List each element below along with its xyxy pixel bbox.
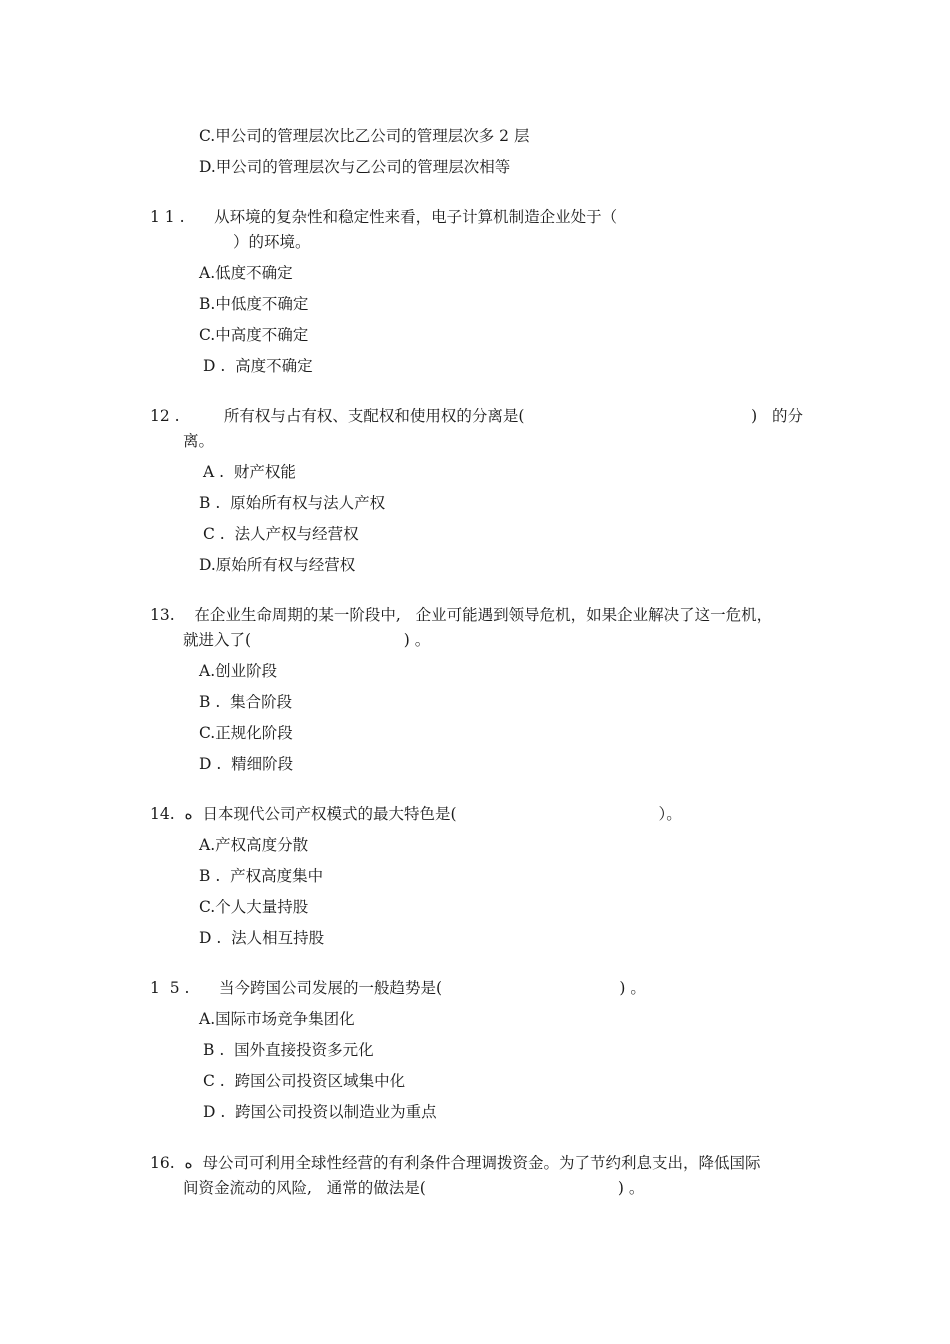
option-b-12: B . 原始所有权与法人产权 xyxy=(199,494,386,512)
option-c-11: C.中高度不确定 xyxy=(199,326,309,344)
question-16: 16. ه 母公司可利用全球性经营的有利条件合理调拨资金。为了节约利息支出，降低国际 xyxy=(150,1154,761,1172)
option-d-15: D . 跨国公司投资以制造业为重点 xyxy=(203,1103,437,1121)
option-a-14: A.产权高度分散 xyxy=(199,836,309,854)
option-d-10: D.甲公司的管理层次与乙公司的管理层次相等 xyxy=(199,158,511,176)
option-d-12: D.原始所有权与经营权 xyxy=(199,556,356,574)
option-b-13: B . 集合阶段 xyxy=(199,693,293,711)
question-15: 1 5 . 当今跨国公司发展的一般趋势是( ) 。 xyxy=(150,979,646,997)
option-a-15: A.国际市场竞争集团化 xyxy=(199,1010,355,1028)
option-a-11: A.低度不确定 xyxy=(199,264,293,282)
option-a-12: A . 财产权能 xyxy=(203,463,296,481)
option-c-12: C . 法人产权与经营权 xyxy=(203,525,359,543)
question-14: 14. ه 日本现代公司产权模式的最大特色是( ）。 xyxy=(150,805,682,823)
option-b-15: B . 国外直接投资多元化 xyxy=(203,1041,374,1059)
question-16-cont: 间资金流动的风险, 通常的做法是( ) 。 xyxy=(183,1179,645,1197)
question-11-cont: ）的环境。 xyxy=(233,233,311,251)
option-d-14: D . 法人相互持股 xyxy=(199,929,325,947)
option-c-14: C.个人大量持股 xyxy=(199,898,309,916)
question-12: 12 . 所有权与占有权、支配权和使用权的分离是( ) 的分 xyxy=(150,407,803,425)
question-12-cont: 离。 xyxy=(183,432,215,450)
option-d-11: D . 高度不确定 xyxy=(203,357,313,375)
question-13-cont: 就进入了( ) 。 xyxy=(183,631,431,649)
question-11: 1 1 . 从环境的复杂性和稳定性来看，电子计算机制造企业处于（ xyxy=(150,208,618,226)
option-a-13: A.创业阶段 xyxy=(199,662,278,680)
option-d-13: D . 精细阶段 xyxy=(199,755,294,773)
option-c-15: C . 跨国公司投资区域集中化 xyxy=(203,1072,406,1090)
question-13: 13. 在企业生命周期的某一阶段中, 企业可能遇到领导危机，如果企业解决了这一危机， xyxy=(150,606,773,624)
option-c-10: C.甲公司的管理层次比乙公司的管理层次多 2 层 xyxy=(199,127,530,145)
option-b-14: B . 产权高度集中 xyxy=(199,867,324,885)
option-c-13: C.正规化阶段 xyxy=(199,724,293,742)
option-b-11: B.中低度不确定 xyxy=(199,295,309,313)
